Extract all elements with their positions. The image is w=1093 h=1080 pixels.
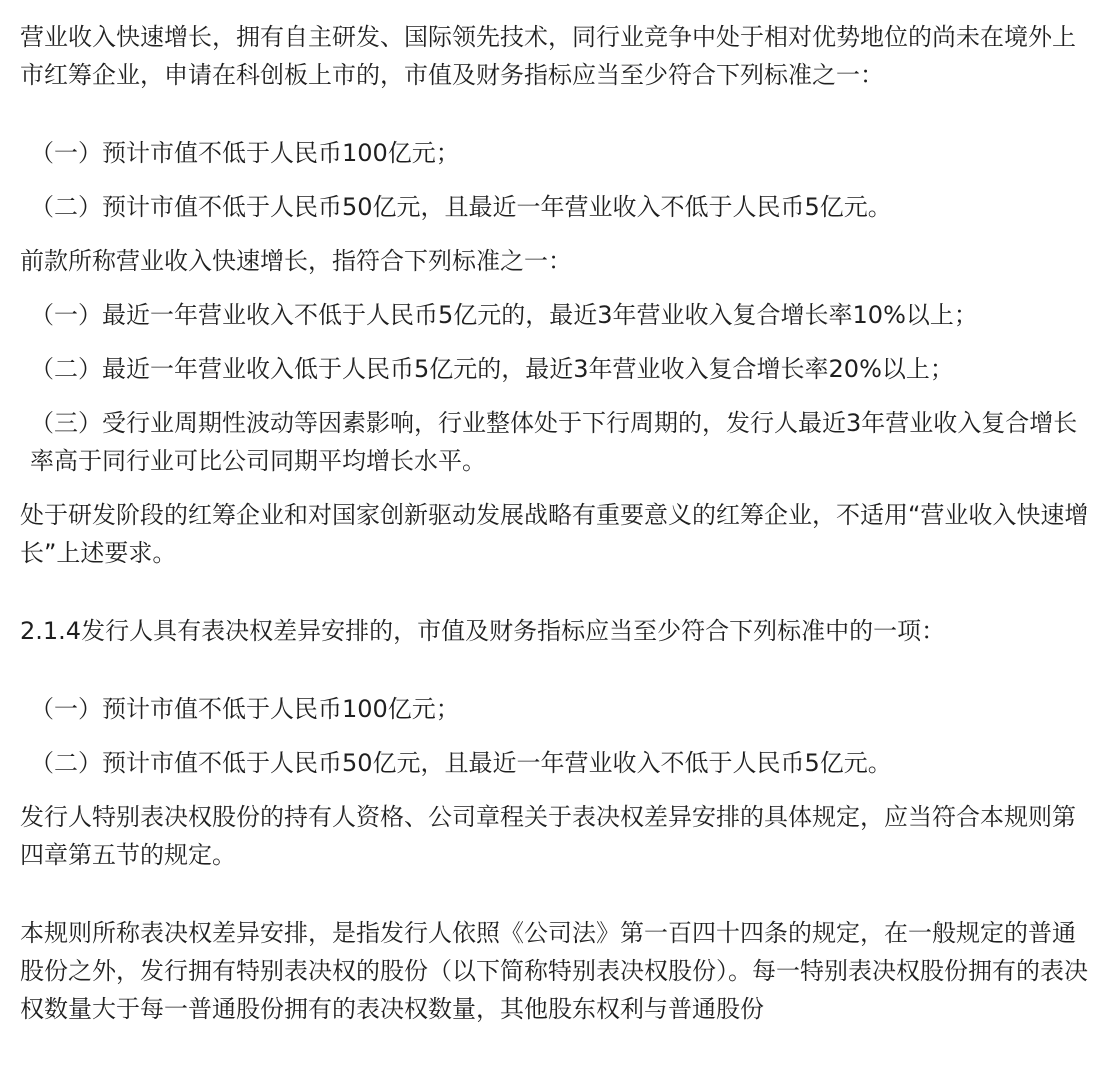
paragraph-voting-standard-2: （二）预计市值不低于人民币50亿元，且最近一年营业收入不低于人民币5亿元。 — [30, 749, 892, 777]
paragraph-intro: 营业收入快速增长，拥有自主研发、国际领先技术，同行业竞争中处于相对优势地位的尚未在境外上市红筹企业，申请在科创板上市的，市值及财务指标应当至少符合下列标准之一： — [20, 23, 1076, 89]
paragraph-exemption: 处于研发阶段的红筹企业和对国家创新驱动发展战略有重要意义的红筹企业，不适用“营业收入快速增长”上述要求。 — [20, 501, 1089, 567]
paragraph-growth-1: （一）最近一年营业收入不低于人民币5亿元的，最近3年营业收入复合增长率10%以上； — [30, 301, 978, 329]
paragraph-growth-2: （二）最近一年营业收入低于人民币5亿元的，最近3年营业收入复合增长率20%以上； — [30, 355, 954, 383]
paragraph-growth-3: （三）受行业周期性波动等因素影响，行业整体处于下行周期的，发行人最近3年营业收入复合增长率高于同行业可比公司同期平均增长水平。 — [30, 409, 1078, 475]
document-body — [20, 18, 1090, 1044]
paragraph-holder-qualification: 发行人特别表决权股份的持有人资格、公司章程关于表决权差异安排的具体规定，应当符合本规则第四章第五节的规定。 — [20, 803, 1076, 869]
paragraph-voting-definition: 本规则所称表决权差异安排，是指发行人依照《公司法》第一百四十四条的规定，在一般规定的普通股份之外，发行拥有特别表决权的股份（以下简称特别表决权股份）。每一特别表决权股份拥有的表决权数量大于每一普通股份拥有的表决权数量，其他股东权利与普通股份 — [20, 919, 1088, 1023]
paragraph-growth-definition: 前款所称营业收入快速增长，指符合下列标准之一： — [20, 247, 572, 275]
paragraph-standard-2: （二）预计市值不低于人民币50亿元，且最近一年营业收入不低于人民币5亿元。 — [30, 193, 892, 221]
paragraph-voting-standard-1: （一）预计市值不低于人民币100亿元； — [30, 695, 460, 723]
paragraph-standard-1: （一）预计市值不低于人民币100亿元； — [30, 139, 460, 167]
paragraph-article-2-1-4: 2.1.4发行人具有表决权差异安排的，市值及财务指标应当至少符合下列标准中的一项： — [20, 617, 946, 645]
